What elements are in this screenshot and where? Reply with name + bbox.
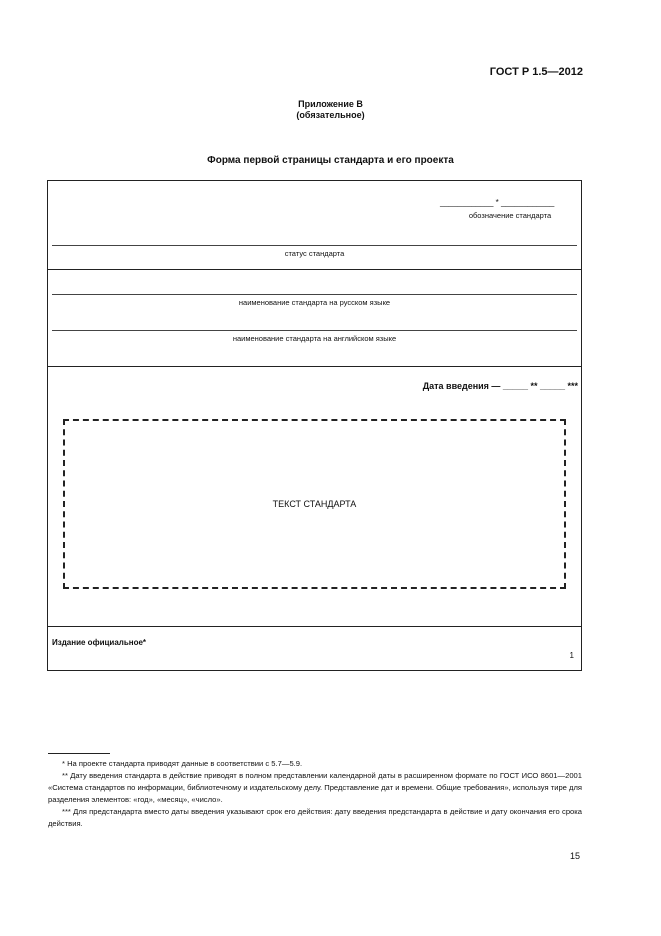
name-ru-caption: наименование стандарта на русском языке <box>238 298 391 307</box>
footnotes <box>48 758 582 830</box>
form-divider-3 <box>47 626 582 627</box>
footnote-rule <box>48 753 110 754</box>
name-en-fill-line <box>52 330 577 331</box>
standard-text-area <box>63 419 566 589</box>
official-edition-label: Издание официальное* <box>52 638 147 647</box>
form-divider-2 <box>47 366 582 367</box>
footnote-1: * На проекте стандарта приводят данные в соответствии с 5.7—5.9. <box>62 759 303 768</box>
appendix-subtitle: (обязательное) <box>296 110 365 120</box>
form-divider-1 <box>47 269 582 270</box>
footnote-3: *** Для предстандарта вместо даты введения указывают срок его действия: дату введения предстандарта в действие и дату окончания его срока действия. <box>48 807 582 828</box>
name-en-caption: наименование стандарта на английском языке <box>232 334 397 343</box>
designation-template: ____________ * ____________ <box>440 198 555 207</box>
document-code: ГОСТ Р 1.5—2012 <box>489 66 583 78</box>
appendix-title: Приложение В <box>298 99 363 109</box>
introduction-date: Дата введения — _____ ** _____ *** <box>422 381 578 391</box>
status-caption: статус стандарта <box>284 249 345 258</box>
standard-text-label: ТЕКСТ СТАНДАРТА <box>272 499 357 509</box>
name-ru-fill-line <box>52 294 577 295</box>
appendix-heading <box>0 99 661 121</box>
form-title: Форма первой страницы стандарта и его проекта <box>207 155 454 166</box>
page-number: 15 <box>569 851 580 861</box>
designation-caption: обозначение стандарта <box>468 211 552 220</box>
form-page-number: 1 <box>569 651 574 660</box>
footnote-2: ** Дату введения стандарта в действие приводят в полном представлении календарной даты в расширенном формате по ГОСТ ИСО 8601—2001 «Система стандартов по информации, библиотечному и издательскому делу. Представление дат и времени. Общие требования», используя тире для разделения элементов: «год», «месяц», «число». <box>48 771 582 804</box>
status-fill-line <box>52 245 577 246</box>
